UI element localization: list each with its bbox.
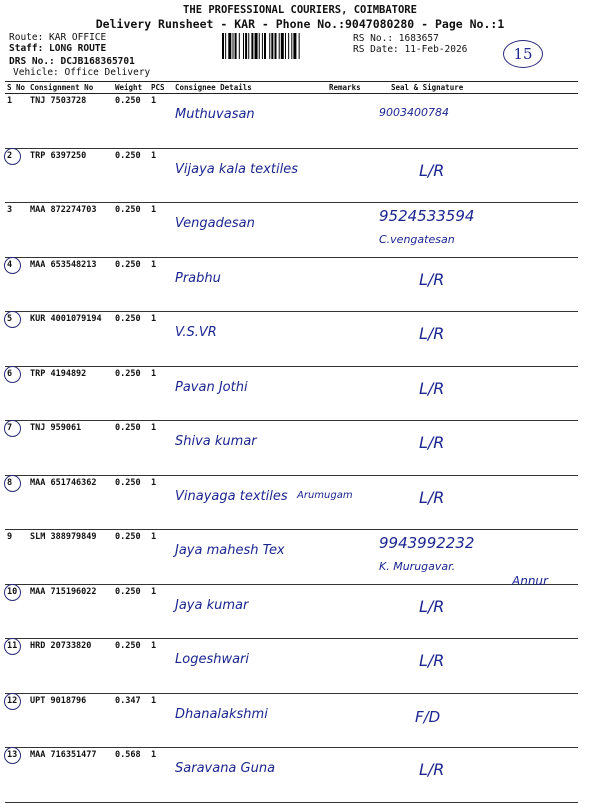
consignee-cell	[173, 257, 327, 312]
table-row	[5, 94, 578, 149]
barcode-bar	[235, 33, 237, 59]
weight-value: 0.568	[115, 750, 141, 760]
handwritten-consignee: Prabhu	[175, 270, 221, 286]
table-row	[5, 257, 578, 312]
sno-cell	[5, 203, 28, 258]
pcs-cell	[149, 312, 173, 367]
table-row	[5, 475, 578, 530]
pcs-value: 1	[151, 314, 157, 324]
signature-cell	[377, 366, 578, 421]
sno-value: 1	[7, 96, 13, 106]
table-row	[5, 693, 578, 748]
pcs-value: 1	[151, 259, 157, 270]
sno-value: 7	[7, 423, 13, 433]
handwritten-consignee: Shiva kumar	[175, 434, 257, 449]
consignment-cell	[28, 748, 113, 803]
consignment-cell	[28, 639, 113, 694]
consignment-cell	[28, 421, 113, 476]
sno-cell	[5, 748, 28, 803]
sno-value: 6	[7, 368, 13, 379]
sno-circle-mark	[4, 693, 21, 710]
table-row	[5, 366, 578, 421]
consignee-cell	[173, 530, 327, 585]
cno-value: MAA 651746362	[30, 477, 97, 488]
handwritten-sig-main: L/R	[419, 160, 445, 180]
consignee-cell	[173, 366, 327, 421]
pcs-value: 1	[151, 477, 157, 488]
sno-value: 9	[7, 532, 13, 542]
weight-value: 0.250	[115, 423, 141, 433]
signature-cell	[377, 257, 578, 312]
handwritten-note-annur: Annur	[512, 574, 548, 588]
signature-cell	[377, 639, 578, 694]
handwritten-consignee: Jaya kumar	[175, 597, 249, 613]
barcode-bar	[288, 33, 289, 59]
weight-cell	[113, 693, 149, 748]
sno-cell	[5, 312, 28, 367]
sno-circle-mark	[4, 366, 21, 383]
sno-circle-mark	[4, 420, 21, 437]
vehicle-label: Vehicle: Office Delivery	[13, 67, 151, 78]
handwritten-sig-main	[379, 98, 576, 106]
pcs-value: 1	[151, 368, 157, 379]
pcs-cell	[149, 94, 173, 149]
remarks-cell	[327, 748, 377, 803]
consignment-cell	[28, 203, 113, 258]
cno-value: TNJ 959061	[30, 423, 82, 433]
cno-value: MAA 715196022	[30, 586, 97, 597]
handwritten-sig-main: L/R	[419, 269, 445, 289]
sno-circle-mark	[4, 747, 21, 764]
sno-cell	[5, 148, 28, 203]
sno-circle-mark	[4, 475, 21, 492]
sno-cell	[5, 421, 28, 476]
signature-cell	[377, 748, 578, 803]
barcode-bar	[239, 33, 240, 59]
barcode-bar	[269, 33, 270, 59]
consignment-cell	[28, 693, 113, 748]
barcode	[222, 33, 348, 59]
consignee-cell	[173, 475, 327, 530]
barcode-bar	[245, 33, 247, 59]
remarks-cell	[327, 693, 377, 748]
handwritten-sig-small: 9003400784	[379, 106, 449, 119]
pcs-cell	[149, 257, 173, 312]
consignee-cell	[173, 312, 327, 367]
weight-cell	[113, 366, 149, 421]
remarks-cell	[327, 94, 377, 149]
signature-cell	[377, 312, 578, 367]
sno-circle-mark	[4, 638, 21, 655]
table-row	[5, 312, 578, 367]
barcode-bar	[271, 33, 273, 59]
consignment-cell	[28, 475, 113, 530]
sno-value: 2	[7, 150, 13, 161]
consignment-cell	[28, 148, 113, 203]
barcode-bar	[259, 33, 260, 59]
table-row	[5, 203, 578, 258]
signature-cell	[377, 421, 578, 476]
signature-cell	[377, 475, 578, 530]
handwritten-sig-main	[379, 225, 576, 233]
pcs-cell	[149, 584, 173, 639]
consignment-cell	[28, 530, 113, 585]
weight-cell	[113, 148, 149, 203]
handwritten-sig-small: C.vengatesan	[379, 233, 455, 246]
cno-value: TRP 4194892	[30, 368, 87, 379]
cno-value: KUR 4001079194	[30, 314, 102, 324]
cno-value: MAA 872274703	[30, 205, 97, 215]
weight-cell	[113, 421, 149, 476]
sno-value: 5	[7, 314, 13, 324]
pcs-value: 1	[151, 695, 157, 706]
sno-value: 8	[7, 477, 13, 488]
weight-cell	[113, 639, 149, 694]
pcs-cell	[149, 475, 173, 530]
sno-circle-mark	[4, 311, 21, 328]
weight-value: 0.250	[115, 96, 141, 106]
table-row	[5, 530, 578, 585]
pcs-value: 1	[151, 150, 157, 161]
handwritten-consignee: Muthuvasan	[175, 107, 255, 122]
handwritten-sig-main: L/R	[419, 378, 445, 398]
pcs-value: 1	[151, 205, 157, 215]
barcode-bar	[279, 33, 280, 59]
handwritten-consignee: Vinayaga textiles	[175, 488, 288, 504]
weight-value: 0.250	[115, 641, 141, 651]
handwritten-consignee: Vengadesan	[175, 216, 255, 231]
handwritten-sig-main: L/R	[419, 651, 445, 670]
barcode-bar	[225, 33, 226, 59]
table-row	[5, 421, 578, 476]
consignment-cell	[28, 312, 113, 367]
consignment-cell	[28, 584, 113, 639]
handwritten-consignee: Logeshwari	[175, 652, 250, 667]
col-remarks: Remarks	[327, 82, 377, 94]
barcode-bar	[251, 33, 253, 59]
handwritten-consignee: V.S.VR	[175, 325, 217, 340]
drs-number: DRS No.: DCJB168365701	[9, 56, 135, 67]
barcode-bar	[222, 33, 224, 59]
handwritten-sig-top: F/D	[415, 707, 441, 726]
sno-cell	[5, 366, 28, 421]
col-consignment: Consignment No	[28, 82, 113, 94]
barcode-bar	[248, 33, 249, 59]
remarks-cell	[327, 203, 377, 258]
weight-cell	[113, 94, 149, 149]
cno-value: MAA 653548213	[30, 259, 97, 270]
col-seal-signature: Seal & Signature	[377, 82, 578, 94]
sno-circle-mark	[4, 584, 21, 601]
consignee-cell	[173, 148, 327, 203]
handwritten-sig-main: L/R	[419, 487, 445, 507]
pcs-value: 1	[151, 96, 157, 106]
sno-circle-mark	[4, 257, 21, 274]
table-row	[5, 639, 578, 694]
pcs-cell	[149, 203, 173, 258]
pcs-cell	[149, 748, 173, 803]
pcs-value: 1	[151, 423, 157, 433]
signature-cell	[377, 148, 578, 203]
sno-cell	[5, 94, 28, 149]
consignment-cell	[28, 94, 113, 149]
barcode-bar	[243, 33, 244, 59]
consignment-cell	[28, 366, 113, 421]
sno-cell	[5, 257, 28, 312]
barcode-bar	[264, 33, 266, 59]
signature-cell	[377, 203, 578, 258]
handwritten-consignee: Vijaya kala textiles	[175, 161, 298, 177]
weight-value: 0.250	[115, 532, 141, 542]
signature-cell	[377, 94, 578, 149]
barcode-bar	[299, 33, 300, 59]
sno-cell	[5, 639, 28, 694]
pcs-cell	[149, 148, 173, 203]
barcode-bar	[285, 33, 286, 59]
barcode-bar	[233, 33, 234, 59]
remarks-cell	[327, 421, 377, 476]
sno-cell	[5, 530, 28, 585]
weight-value: 0.250	[115, 586, 141, 597]
col-consignee: Consignee Details	[173, 82, 327, 94]
handwritten-sig-main	[379, 726, 576, 734]
weight-cell	[113, 530, 149, 585]
pcs-value: 1	[151, 641, 157, 651]
pcs-cell	[149, 639, 173, 694]
weight-value: 0.347	[115, 695, 141, 706]
sno-value: 13	[7, 750, 18, 760]
remarks-cell	[327, 257, 377, 312]
barcode-bar	[255, 33, 258, 59]
handwritten-sig-main: L/R	[419, 324, 445, 343]
weight-value: 0.250	[115, 477, 141, 488]
cno-value: HRD 20733820	[30, 641, 92, 651]
weight-value: 0.250	[115, 150, 141, 161]
handwritten-sig-main	[379, 552, 576, 560]
table-header-row	[5, 82, 578, 94]
pcs-cell	[149, 693, 173, 748]
remarks-cell	[327, 366, 377, 421]
cno-value: MAA 716351477	[30, 750, 97, 760]
weight-cell	[113, 257, 149, 312]
signature-cell	[377, 584, 578, 639]
handwritten-consignee: Pavan Jothi	[175, 379, 248, 395]
weight-cell	[113, 475, 149, 530]
weight-cell	[113, 748, 149, 803]
sno-circle-mark	[4, 148, 21, 165]
sno-value: 4	[7, 259, 13, 270]
pcs-cell	[149, 421, 173, 476]
remarks-cell	[327, 148, 377, 203]
col-weight: Weight	[113, 82, 149, 94]
runsheet-subtitle: Delivery Runsheet - KAR - Phone No.:9047080280 - Page No.:1	[95, 17, 505, 31]
handwritten-sig-small: K. Murugavar.	[379, 560, 456, 573]
weight-cell	[113, 584, 149, 639]
pcs-value: 1	[151, 586, 157, 597]
consignee-cell	[173, 94, 327, 149]
handwritten-note-arumugam: Arumugam	[297, 490, 353, 501]
rs-number: RS No.: 1683657	[353, 33, 439, 44]
col-pcs: PCS	[149, 82, 173, 94]
remarks-cell	[327, 530, 377, 585]
handwritten-consignee: Jaya mahesh Tex	[175, 543, 285, 558]
weight-cell	[113, 312, 149, 367]
sno-cell	[5, 584, 28, 639]
consignee-cell	[173, 693, 327, 748]
route-label: Route: KAR OFFICE	[9, 32, 107, 43]
remarks-cell	[327, 475, 377, 530]
barcode-bar	[293, 33, 296, 59]
weight-value: 0.250	[115, 314, 141, 324]
weight-value: 0.250	[115, 368, 141, 379]
pcs-cell	[149, 530, 173, 585]
handwritten-page-mark: 15	[503, 40, 543, 68]
consignee-cell	[173, 584, 327, 639]
sno-value: 10	[7, 586, 18, 597]
barcode-bar	[281, 33, 284, 59]
col-sno: S No	[5, 82, 28, 94]
pcs-cell	[149, 366, 173, 421]
sno-value: 12	[7, 695, 18, 706]
sno-value: 3	[7, 205, 13, 215]
company-title: THE PROFESSIONAL COURIERS, COIMBATORE	[183, 4, 417, 16]
barcode-bar	[228, 33, 231, 59]
cno-value: SLM 388979849	[30, 532, 97, 542]
remarks-cell	[327, 639, 377, 694]
weight-cell	[113, 203, 149, 258]
pcs-value: 1	[151, 750, 157, 760]
rs-date: RS Date: 11-Feb-2026	[353, 44, 468, 55]
barcode-bar	[291, 33, 292, 59]
remarks-cell	[327, 312, 377, 367]
cno-value: TNJ 7503728	[30, 96, 87, 106]
staff-label: Staff: LONG ROUTE	[9, 43, 107, 54]
consignment-cell	[28, 257, 113, 312]
weight-value: 0.250	[115, 259, 141, 270]
handwritten-sig-main: L/R	[419, 760, 445, 779]
consignee-cell	[173, 203, 327, 258]
consignee-cell	[173, 748, 327, 803]
handwritten-sig-top: 9524533594	[379, 207, 475, 225]
runsheet-table	[5, 81, 578, 803]
remarks-cell	[327, 584, 377, 639]
sno-value: 11	[7, 641, 18, 651]
weight-value: 0.250	[115, 205, 141, 215]
table-row	[5, 584, 578, 639]
sno-cell	[5, 475, 28, 530]
consignee-cell	[173, 639, 327, 694]
sno-cell	[5, 693, 28, 748]
barcode-bar	[275, 33, 277, 59]
cno-value: UPT 9018796	[30, 695, 87, 706]
handwritten-consignee: Saravana Guna	[175, 761, 276, 776]
handwritten-sig-top: 9943992232	[379, 534, 475, 552]
consignee-cell	[173, 421, 327, 476]
barcode-bar	[262, 33, 263, 59]
handwritten-consignee: Dhanalakshmi	[175, 706, 268, 722]
handwritten-sig-main: L/R	[419, 433, 445, 452]
cno-value: TRP 6397250	[30, 150, 87, 161]
signature-cell	[377, 693, 578, 748]
table-row	[5, 148, 578, 203]
table-row	[5, 748, 578, 803]
pcs-value: 1	[151, 532, 157, 542]
handwritten-sig-main: L/R	[419, 596, 445, 616]
